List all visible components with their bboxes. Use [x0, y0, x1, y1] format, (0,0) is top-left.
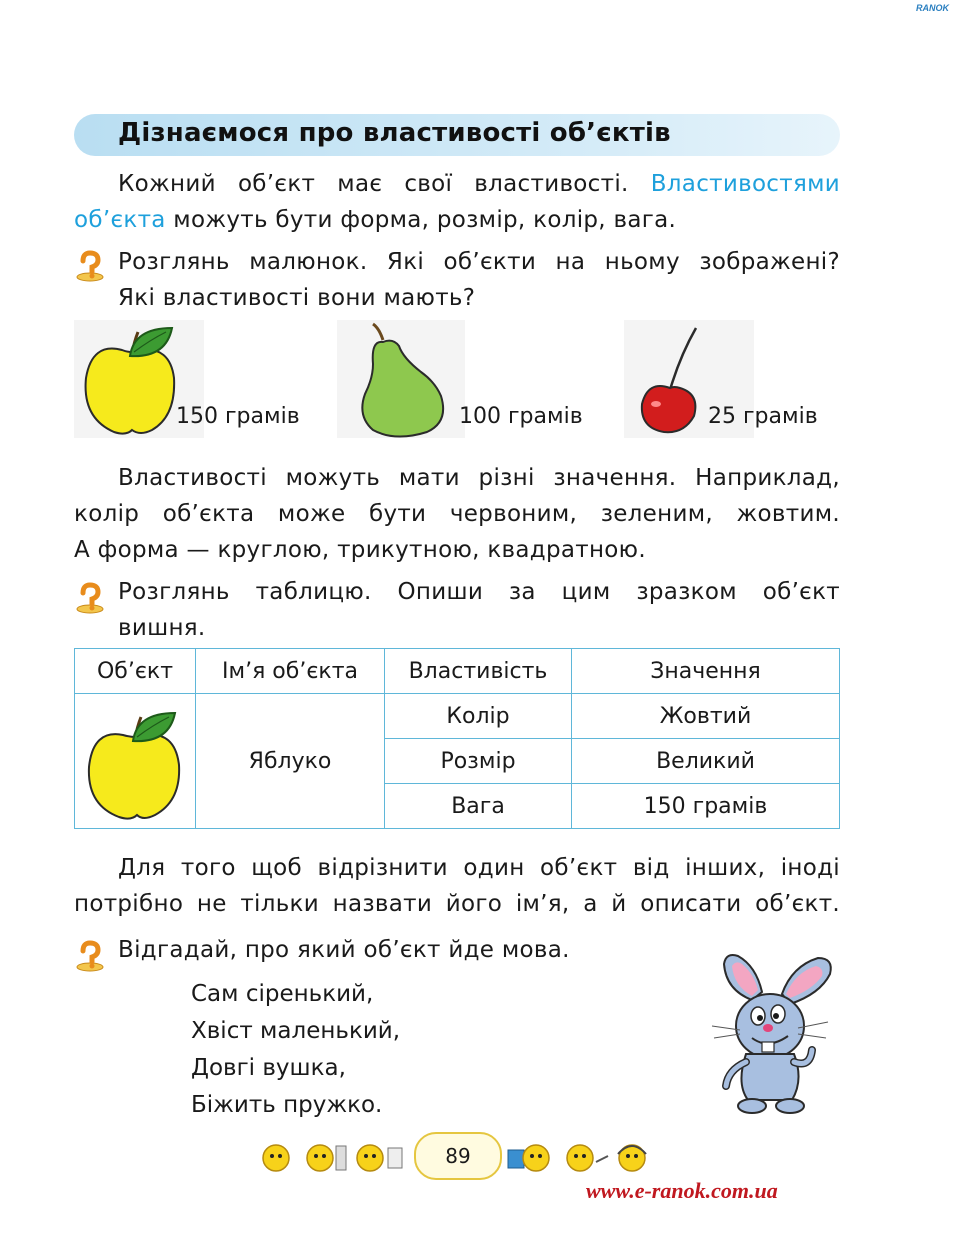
pear-weight: 100 грамів: [459, 404, 583, 429]
poem-line: Біжить пружко.: [191, 1092, 383, 1118]
table-header: Значення: [572, 649, 840, 694]
website-url[interactable]: www.e-ranok.com.ua: [586, 1178, 778, 1203]
object-image-cell: [75, 694, 196, 829]
intro-line-1: Кожний об’єкт має свої властивості. Властивостями: [118, 171, 840, 197]
para3-line-2: потрібно не тільки назвати його ім’я, а й описати об’єкт.: [74, 891, 840, 917]
poem: [191, 976, 400, 1124]
para2-line-2: колір об’єкта може бути червоним, зеленим, жовтим.: [74, 501, 840, 527]
task3-text: Відгадай, про який об’єкт йде мова.: [118, 937, 570, 963]
cherry-weight: 25 грамів: [708, 404, 818, 429]
value-cell: Великий: [572, 739, 840, 784]
table-header: Об’єкт: [75, 649, 196, 694]
task1-line-1: Розглянь малюнок. Які об’єкти на ньому зображені?: [118, 249, 840, 275]
value-cell: 150 грамів: [572, 784, 840, 829]
task1-line-2: Які властивості вони мають?: [118, 285, 476, 311]
apple-weight: 150 грамів: [176, 404, 300, 429]
question-icon: [74, 582, 106, 614]
question-icon: [74, 250, 106, 282]
intro-line-2: об’єкта можуть бути форма, розмір, колір, вага.: [74, 207, 677, 233]
para3-line-1: Для того щоб відрізнити один об’єкт від інших, іноді: [118, 855, 840, 881]
poem-line: Сам сіренький,: [191, 981, 374, 1007]
table-header: Ім’я об’єкта: [196, 649, 385, 694]
page-number: 89: [414, 1132, 502, 1180]
footer-characters-right-icon: [504, 1136, 656, 1176]
publisher-logo: RANOK: [916, 3, 949, 13]
property-cell: Вага: [385, 784, 572, 829]
task2-line-2: вишня.: [118, 615, 206, 641]
object-name-cell: Яблуко: [196, 694, 385, 829]
poem-line: Довгі вушка,: [191, 1055, 346, 1081]
footer-characters-left-icon: [258, 1136, 408, 1176]
bunny-icon: [706, 950, 840, 1116]
pear-icon: [337, 320, 465, 438]
table-row: [75, 694, 840, 739]
property-cell: Колір: [385, 694, 572, 739]
value-cell: Жовтий: [572, 694, 840, 739]
table-header: Властивість: [385, 649, 572, 694]
intro-highlight: Властивостями: [650, 171, 840, 197]
table-header-row: [75, 649, 840, 694]
property-cell: Розмір: [385, 739, 572, 784]
poem-line: Хвіст маленький,: [191, 1018, 401, 1044]
para2-line-1: Властивості можуть мати різні значення. Наприклад,: [118, 465, 840, 491]
apple-icon: [85, 701, 185, 821]
page-title: Дізнаємося про властивості об’єктів: [118, 118, 671, 148]
task2-line-1: Розглянь таблицю. Опиши за цим зразком об’єкт: [118, 579, 840, 605]
question-icon: [74, 940, 106, 972]
properties-table: [74, 648, 840, 829]
para2-line-3: А форма — круглою, трикутною, квадратною.: [74, 537, 646, 563]
